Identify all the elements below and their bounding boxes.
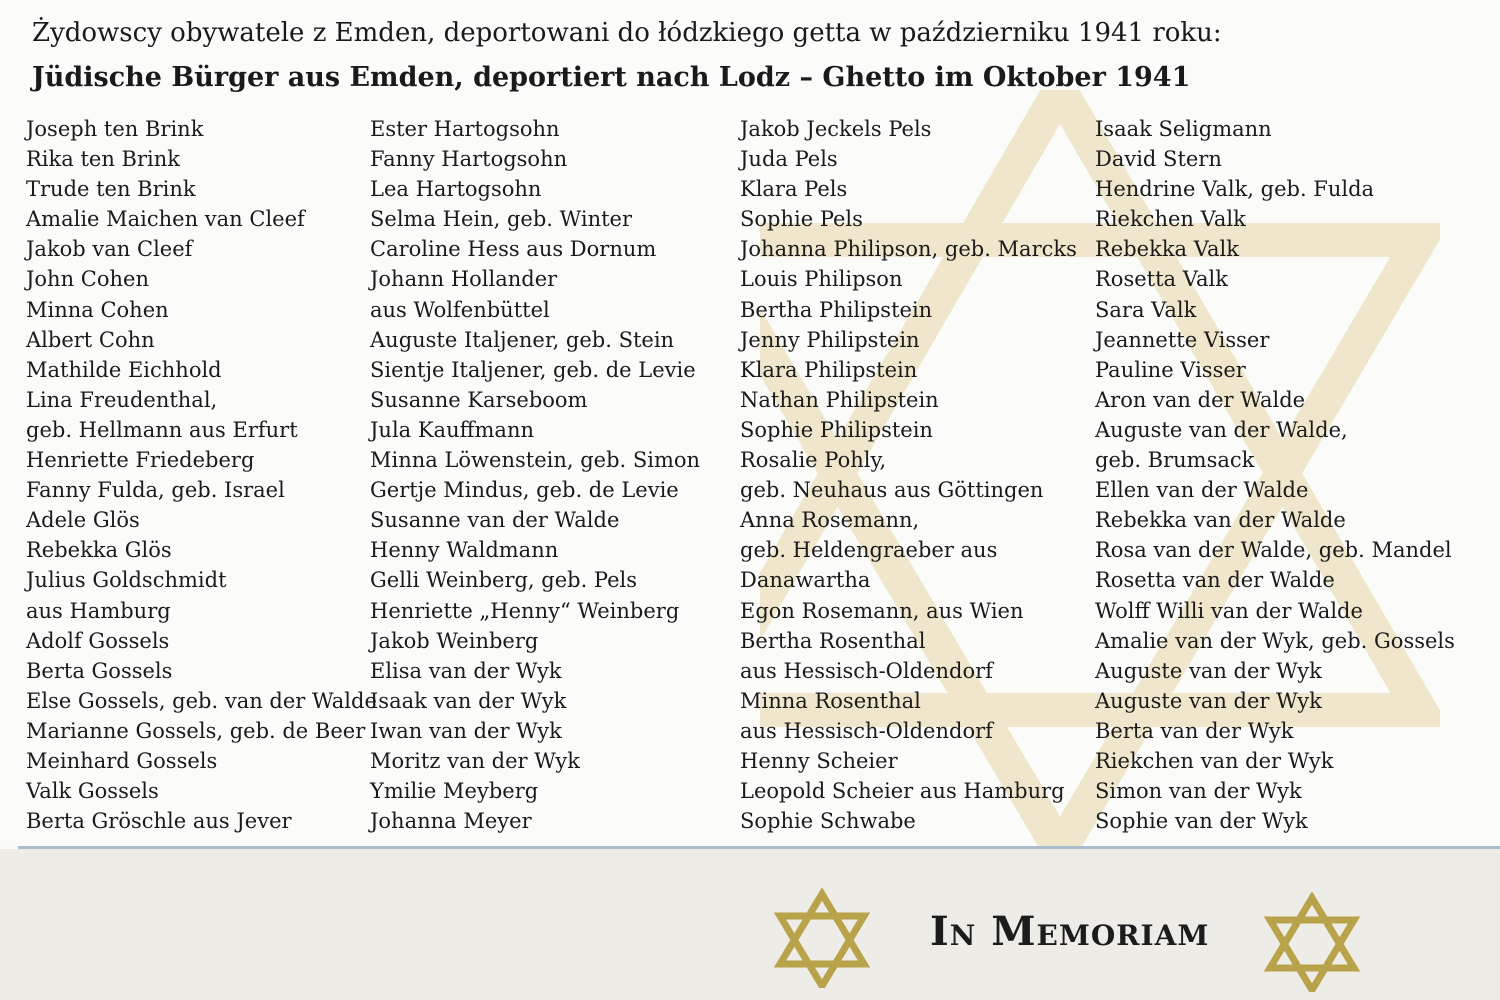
name-entry: Amalie van der Wyk, geb. Gossels bbox=[1095, 628, 1455, 653]
name-entry: Nathan Philipstein bbox=[740, 387, 939, 412]
name-entry: Adolf Gossels bbox=[26, 628, 170, 653]
name-entry: Auguste van der Walde, bbox=[1095, 417, 1348, 442]
name-entry: Moritz van der Wyk bbox=[370, 748, 580, 773]
name-entry: Marianne Gossels, geb. de Beer bbox=[26, 718, 366, 743]
name-entry: Elisa van der Wyk bbox=[370, 658, 562, 683]
name-entry: Anna Rosemann, bbox=[740, 508, 920, 533]
name-entry: Sophie van der Wyk bbox=[1095, 809, 1308, 834]
name-entry: Egon Rosemann, aus Wien bbox=[740, 598, 1024, 623]
name-entry: Louis Philipson bbox=[740, 267, 903, 292]
name-entry: Caroline Hess aus Dornum bbox=[370, 237, 657, 262]
name-entry: Jakob van Cleef bbox=[26, 237, 193, 262]
name-entry: Adele Glös bbox=[26, 508, 140, 533]
name-entry: Albert Cohn bbox=[26, 327, 155, 352]
name-entry: Sara Valk bbox=[1095, 297, 1197, 322]
name-entry: Iwan van der Wyk bbox=[370, 718, 562, 743]
name-entry: Bertha Rosenthal bbox=[740, 628, 926, 653]
name-entry: Simon van der Wyk bbox=[1095, 779, 1302, 804]
name-entry: Pauline Visser bbox=[1095, 357, 1246, 382]
name-entry: Susanne Karseboom bbox=[370, 387, 588, 412]
name-entry: Amalie Maichen van Cleef bbox=[26, 207, 305, 232]
name-entry: Isaak van der Wyk bbox=[370, 688, 567, 713]
name-entry: Sophie Schwabe bbox=[740, 809, 916, 834]
name-entry: Fanny Hartogsohn bbox=[370, 147, 568, 172]
name-entry: Ellen van der Walde bbox=[1095, 478, 1309, 503]
name-entry: aus Hamburg bbox=[26, 598, 171, 623]
name-entry: Lina Freudenthal, bbox=[26, 387, 218, 412]
name-entry: Leopold Scheier aus Hamburg bbox=[740, 779, 1065, 804]
name-entry: Henny Waldmann bbox=[370, 538, 559, 563]
name-entry: Rebekka Glös bbox=[26, 538, 172, 563]
name-entry: Klara Philipstein bbox=[740, 357, 918, 382]
name-entry: Ester Hartogsohn bbox=[370, 117, 560, 141]
name-entry: Johanna Philipson, geb. Marcks bbox=[740, 237, 1077, 262]
name-entry: Sientje Italjener, geb. de Levie bbox=[370, 357, 696, 382]
name-entry: Henriette Friedeberg bbox=[26, 448, 255, 473]
in-memoriam-label: In Memoriam bbox=[930, 908, 1210, 955]
name-entry: Johann Hollander bbox=[370, 267, 558, 292]
name-entry: Valk Gossels bbox=[26, 779, 159, 804]
name-entry: Rika ten Brink bbox=[26, 147, 180, 172]
name-entry: Berta Gossels bbox=[26, 658, 173, 683]
name-entry: Meinhard Gossels bbox=[26, 748, 218, 773]
name-entry: Mathilde Eichhold bbox=[26, 357, 222, 382]
name-entry: David Stern bbox=[1095, 147, 1222, 172]
names-column-1 bbox=[26, 114, 377, 836]
name-entry: Wolff Willi van der Walde bbox=[1095, 598, 1363, 623]
name-entry: Auguste Italjener, geb. Stein bbox=[370, 327, 675, 352]
name-entry: aus Wolfenbüttel bbox=[370, 297, 550, 322]
name-entry: geb. Brumsack bbox=[1095, 448, 1255, 473]
name-entry: Rebekka van der Walde bbox=[1095, 508, 1346, 533]
names-column-2 bbox=[370, 114, 700, 836]
name-entry: Sophie Philipstein bbox=[740, 417, 933, 442]
name-entry: Gertje Mindus, geb. de Levie bbox=[370, 478, 679, 503]
name-entry: aus Hessisch-Oldendorf bbox=[740, 658, 993, 683]
name-entry: Rosa van der Walde, geb. Mandel bbox=[1095, 538, 1452, 563]
name-entry: Rosetta van der Walde bbox=[1095, 568, 1335, 593]
name-entry: Rosalie Pohly, bbox=[740, 448, 887, 473]
star-of-david-icon bbox=[772, 888, 872, 988]
names-column-3 bbox=[740, 114, 1077, 836]
name-entry: Lea Hartogsohn bbox=[370, 177, 542, 202]
name-entry: Auguste van der Wyk bbox=[1095, 658, 1322, 683]
name-entry: Sophie Pels bbox=[740, 207, 863, 232]
name-entry: Minna Rosenthal bbox=[740, 688, 921, 713]
name-entry: Johanna Meyer bbox=[370, 809, 532, 834]
name-entry: Minna Löwenstein, geb. Simon bbox=[370, 448, 701, 473]
name-entry: Henny Scheier bbox=[740, 748, 898, 773]
name-entry: Henriette „Henny“ Weinberg bbox=[370, 598, 680, 623]
name-entry: Fanny Fulda, geb. Israel bbox=[26, 478, 285, 503]
name-entry: Berta Gröschle aus Jever bbox=[26, 809, 292, 834]
name-entry: Joseph ten Brink bbox=[26, 117, 204, 141]
name-entry: Rosetta Valk bbox=[1095, 267, 1228, 292]
name-entry: Gelli Weinberg, geb. Pels bbox=[370, 568, 638, 593]
name-entry: Jakob Weinberg bbox=[370, 628, 539, 653]
name-entry: aus Hessisch-Oldendorf bbox=[740, 718, 993, 743]
name-entry: Jakob Jeckels Pels bbox=[740, 117, 932, 141]
name-entry: Aron van der Walde bbox=[1095, 387, 1306, 412]
name-entry: Juda Pels bbox=[740, 147, 838, 172]
name-entry: Bertha Philipstein bbox=[740, 297, 933, 322]
name-entry: Riekchen Valk bbox=[1095, 207, 1246, 232]
name-entry: geb. Neuhaus aus Göttingen bbox=[740, 478, 1044, 503]
name-entry: John Cohen bbox=[26, 267, 149, 292]
name-entry: Ymilie Meyberg bbox=[370, 779, 539, 804]
name-entry: geb. Heldengraeber aus bbox=[740, 538, 998, 563]
name-entry: Rebekka Valk bbox=[1095, 237, 1239, 262]
name-entry: Susanne van der Walde bbox=[370, 508, 620, 533]
name-entry: Else Gossels, geb. van der Walde bbox=[26, 688, 377, 713]
name-entry: Julius Goldschmidt bbox=[26, 568, 227, 593]
name-entry: Hendrine Valk, geb. Fulda bbox=[1095, 177, 1375, 202]
name-entry: geb. Hellmann aus Erfurt bbox=[26, 417, 298, 442]
name-entry: Jula Kauffmann bbox=[370, 417, 534, 442]
names-column-4 bbox=[1095, 114, 1455, 836]
name-entry: Danawartha bbox=[740, 568, 871, 593]
name-entry: Jenny Philipstein bbox=[740, 327, 920, 352]
name-entry: Berta van der Wyk bbox=[1095, 718, 1294, 743]
star-of-david-icon bbox=[1262, 892, 1362, 992]
name-entry: Isaak Seligmann bbox=[1095, 117, 1272, 141]
name-entry: Riekchen van der Wyk bbox=[1095, 748, 1334, 773]
name-entry: Minna Cohen bbox=[26, 297, 169, 322]
name-entry: Jeannette Visser bbox=[1095, 327, 1270, 352]
name-entry: Trude ten Brink bbox=[26, 177, 196, 202]
title-german: Jüdische Bürger aus Emden, deportiert nach Lodz – Ghetto im Oktober 1941 bbox=[32, 62, 1191, 93]
title-polish: Żydowscy obywatele z Emden, deportowani do łódzkiego getta w październiku 1941 roku: bbox=[32, 18, 1222, 48]
name-entry: Auguste van der Wyk bbox=[1095, 688, 1322, 713]
name-entry: Selma Hein, geb. Winter bbox=[370, 207, 632, 232]
name-entry: Klara Pels bbox=[740, 177, 848, 202]
